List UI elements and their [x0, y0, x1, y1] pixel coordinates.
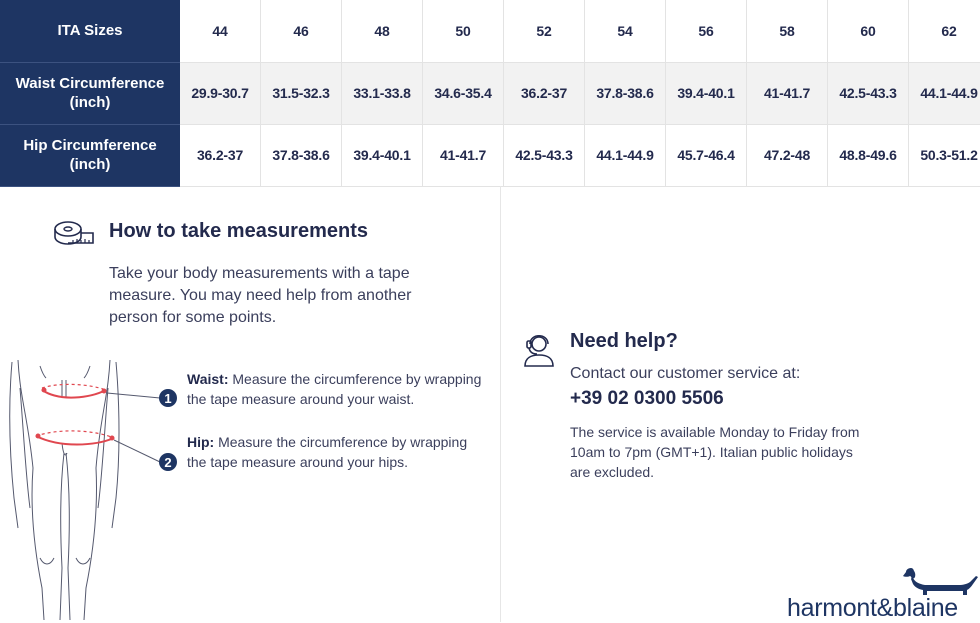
waist-cell: 31.5-32.3	[261, 62, 342, 124]
size-cell: 56	[666, 0, 747, 62]
waist-cell: 33.1-33.8	[342, 62, 423, 124]
waist-cell: 37.8-38.6	[585, 62, 666, 124]
waist-instruction	[187, 369, 487, 409]
waist-cell: 42.5-43.3	[828, 62, 909, 124]
hip-cell: 47.2-48	[747, 124, 828, 186]
brand-logo-text: harmont&blaine	[787, 594, 958, 623]
customer-service-icon	[522, 327, 556, 367]
size-cell: 54	[585, 0, 666, 62]
waist-cell: 44.1-44.9	[909, 62, 980, 124]
size-cell: 52	[504, 0, 585, 62]
column-divider	[500, 186, 501, 622]
service-hours-note: The service is available Monday to Friday from 10am to 7pm (GMT+1). Italian public holidays are excluded.	[570, 422, 870, 482]
waist-cell: 41-41.7	[747, 62, 828, 124]
waist-row-header: Waist Circumference (inch)	[0, 62, 180, 124]
tape-measure-icon	[53, 219, 95, 247]
waist-cell: 39.4-40.1	[666, 62, 747, 124]
hip-cell: 42.5-43.3	[504, 124, 585, 186]
dachshund-logo-icon	[903, 564, 979, 598]
hip-cell: 39.4-40.1	[342, 124, 423, 186]
size-cell: 48	[342, 0, 423, 62]
size-cell: 44	[180, 0, 261, 62]
phone-number-link[interactable]: +39 02 0300 5506	[570, 388, 724, 410]
size-chart-table	[0, 0, 980, 187]
ita-sizes-header: ITA Sizes	[0, 0, 180, 62]
step-term: Hip:	[187, 434, 214, 450]
waist-cell: 36.2-37	[504, 62, 585, 124]
table-row-waist	[0, 62, 980, 124]
body-figure-illustration	[0, 358, 180, 622]
hip-cell: 44.1-44.9	[585, 124, 666, 186]
hip-cell: 45.7-46.4	[666, 124, 747, 186]
marker-2	[159, 453, 177, 471]
size-cell: 50	[423, 0, 504, 62]
hip-cell: 36.2-37	[180, 124, 261, 186]
hip-cell: 48.8-49.6	[828, 124, 909, 186]
marker-number: 2	[164, 455, 171, 470]
help-title: Need help?	[570, 330, 678, 353]
measurements-title: How to take measurements	[109, 220, 368, 243]
marker-1	[159, 389, 177, 407]
marker-number: 1	[164, 391, 171, 406]
hip-cell: 41-41.7	[423, 124, 504, 186]
waist-cell: 29.9-30.7	[180, 62, 261, 124]
hip-cell: 50.3-51.2	[909, 124, 980, 186]
table-row-hip	[0, 124, 980, 186]
size-cell: 58	[747, 0, 828, 62]
size-cell: 60	[828, 0, 909, 62]
measurements-intro: Take your body measurements with a tape measure. You may need help from another person for some points.	[109, 263, 449, 329]
size-cell: 62	[909, 0, 980, 62]
table-row-sizes	[0, 0, 980, 62]
step-text: Measure the circumference by wrapping the tape measure around your waist.	[187, 371, 481, 407]
size-cell: 46	[261, 0, 342, 62]
waist-cell: 34.6-35.4	[423, 62, 504, 124]
hip-instruction	[187, 432, 487, 472]
hip-row-header: Hip Circumference (inch)	[0, 124, 180, 186]
help-contact-text: Contact our customer service at:	[570, 365, 800, 383]
hip-cell: 37.8-38.6	[261, 124, 342, 186]
step-text: Measure the circumference by wrapping the tape measure around your hips.	[187, 434, 467, 470]
step-term: Waist:	[187, 371, 228, 387]
